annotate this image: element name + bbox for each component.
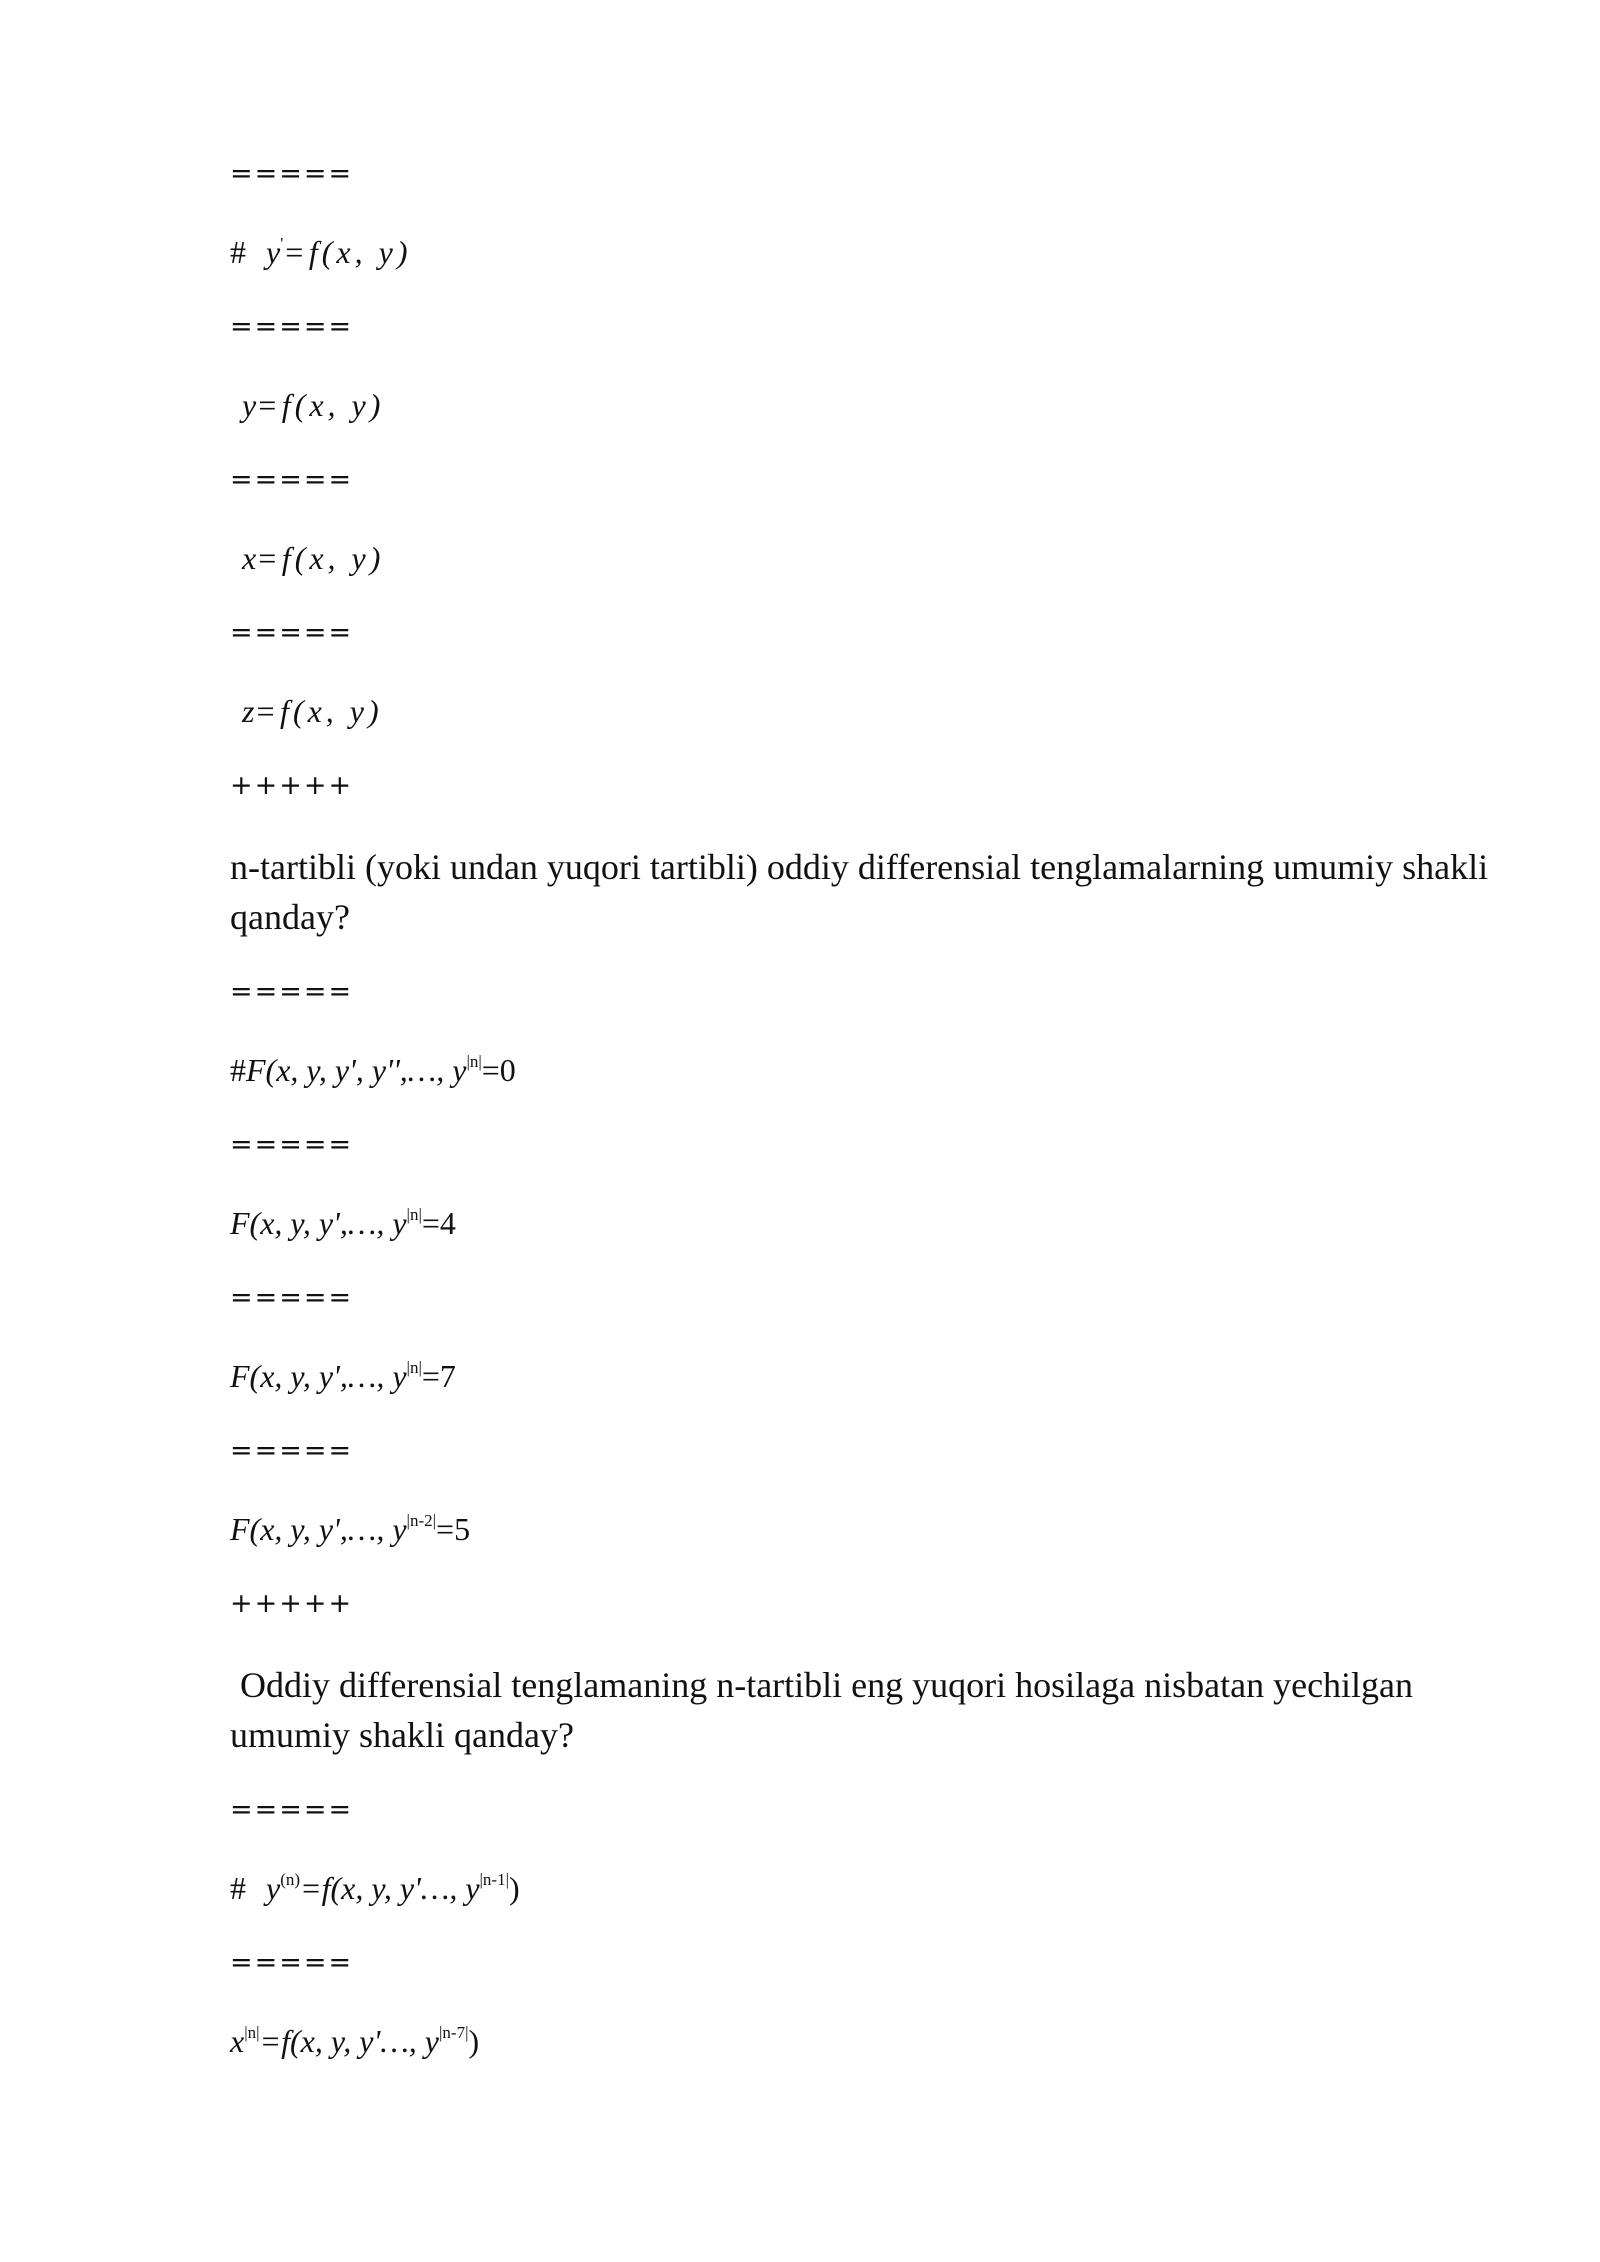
question-separator: +++++ <box>230 770 354 801</box>
answer-separator: ===== <box>230 464 354 495</box>
answer-separator: ===== <box>230 158 354 189</box>
answer-separator: ===== <box>230 1435 354 1466</box>
option-1-2 <box>242 389 384 421</box>
answer-separator: ===== <box>230 976 354 1007</box>
lhs: y <box>266 234 281 270</box>
answer-separator: ===== <box>230 1129 354 1160</box>
question-separator: +++++ <box>230 1588 354 1619</box>
answer-separator: ===== <box>230 311 354 342</box>
rhs: =f(x, y) <box>256 540 385 576</box>
option-2-1: #F(x, y, y', y'',…, $y^{|n|}=0$ <box>230 1052 516 1088</box>
option-2-3: F(x, y, y',…, $y^{|n|}=7$ <box>230 1358 456 1394</box>
lhs: x <box>242 540 257 576</box>
rhs: =f(x, y) <box>256 387 385 423</box>
question-2-text: n-tartibli (yoki undan yuqori tartibli) oddiy differensial tenglamalarning umumiy shakli qanday? <box>230 847 1489 937</box>
answer-separator: ===== <box>230 1794 354 1825</box>
lhs: z <box>242 693 255 729</box>
option-2-2: F(x, y, y',…, $y^{|n|}=4$ <box>230 1205 456 1241</box>
rhs: =f(x, y) <box>283 234 412 270</box>
answer-separator: ===== <box>230 1947 354 1978</box>
option-1-1: # y'=f(x, y) <box>230 234 412 270</box>
answer-separator: ===== <box>230 1282 354 1313</box>
lhs: y <box>242 387 257 423</box>
correct-marker: # <box>230 1052 246 1088</box>
option-2-4: F(x, y, y',…, $y^{|n-2|}=5$ <box>230 1511 471 1547</box>
correct-marker: # <box>230 234 246 270</box>
option-1-3 <box>242 542 384 574</box>
answer-separator: ===== <box>230 617 354 648</box>
correct-marker: # <box>230 1870 246 1906</box>
option-3-1: # $y^{(n)}=f(x$, y, y'…, $y^{|n-1|}$) <box>230 1870 520 1906</box>
option-1-4 <box>242 695 383 727</box>
rhs: =f(x, y) <box>254 693 383 729</box>
option-3-2: $x^{|n|}=f(x$, y, y'…, $y^{|n-7|}$) <box>230 2023 480 2059</box>
question-3-text: Oddiy differensial tenglamaning n-tartibli eng yuqori hosilaga nisbatan yechilgan umumiy shakli qanday? <box>230 1665 1414 1755</box>
